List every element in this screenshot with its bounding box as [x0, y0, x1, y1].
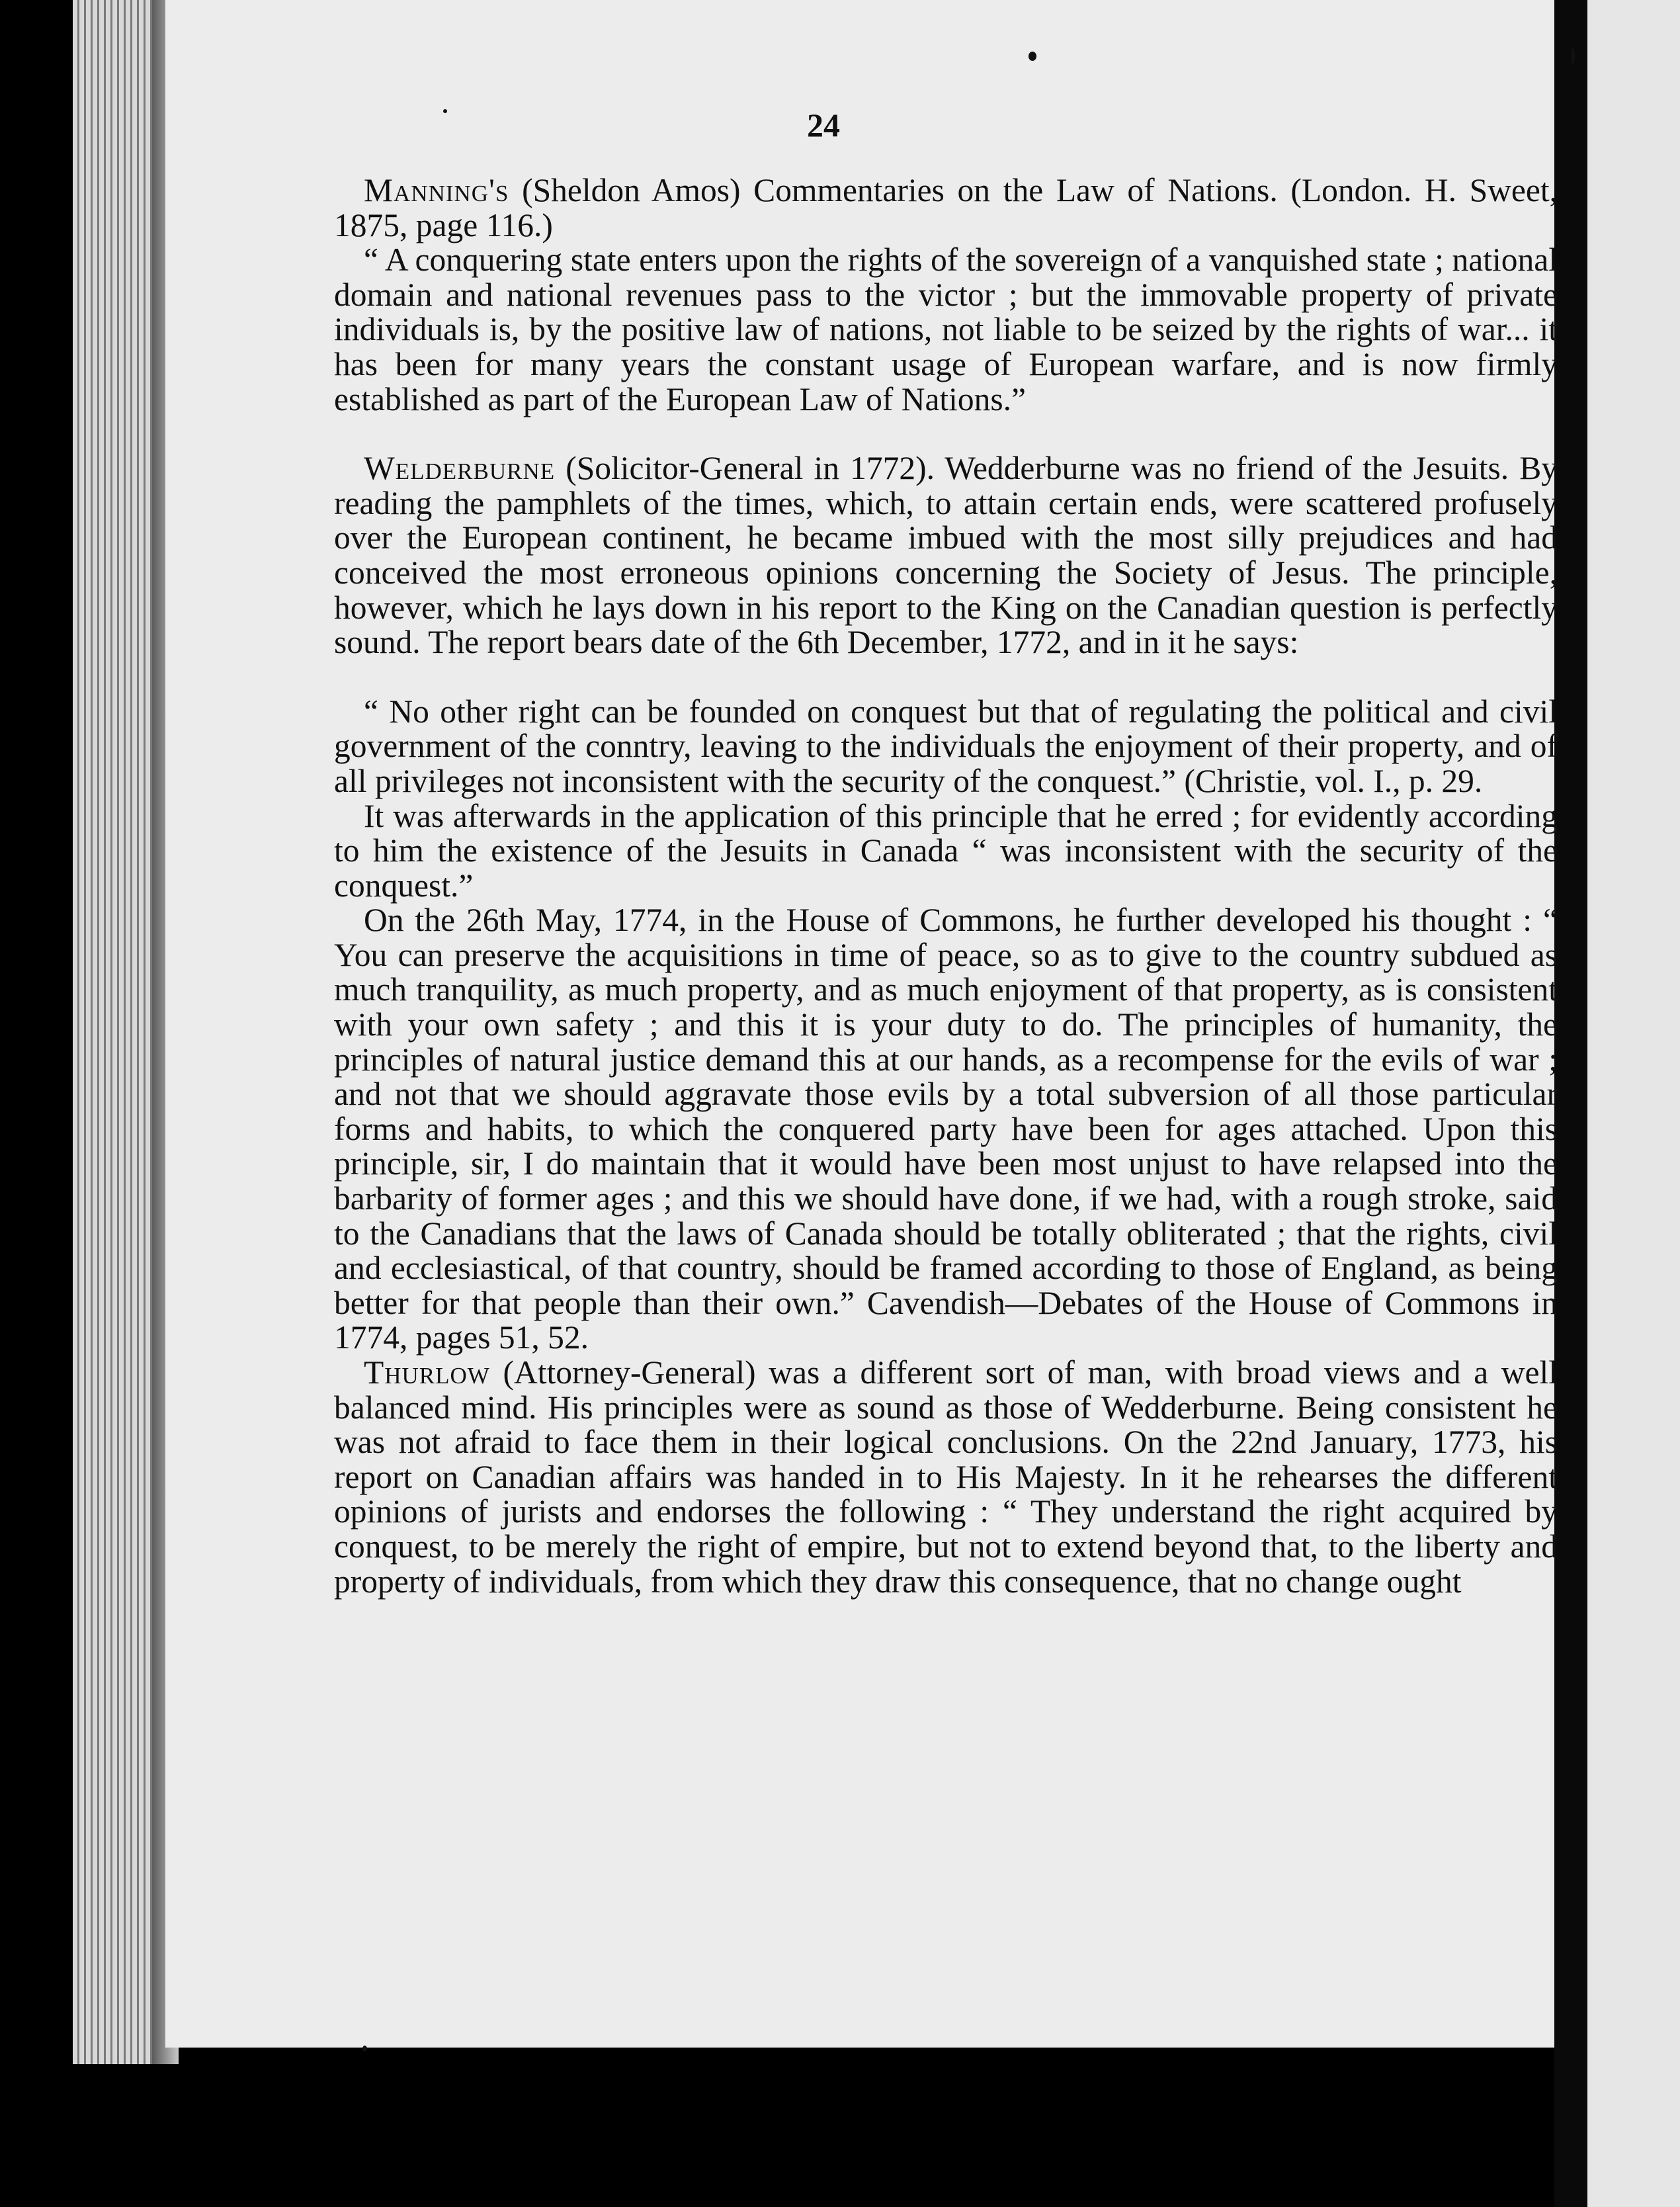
paragraph-text: It was afterwards in the application of this principle that he erred ; for evidently according to him the existence of the Jesuits in Canada “ was inconsistent with the security of the conquest.”: [334, 797, 1558, 904]
gutter-shadow: [1554, 0, 1587, 2207]
author-name: Thurlow: [364, 1354, 490, 1391]
paragraph-text: (Attorney-General) was a different sort of man, with broad views and a well balanced mind. His principles were as sound as those of Wedderburne. Being consistent he was not afraid to face them in their logical conclusions. On the 22nd January, 1773, his report on Canadian affairs was handed in to His Majesty. In it he rehearses the different opinions of jurists and endorses the following : “ They understand the right acquired by conquest, to be merely the right of empire, but not to extend beyond that, to the liberty and property of individuals, from which they draw this consequence, that no change ought: [334, 1354, 1558, 1600]
page-edges: [73, 0, 165, 2064]
ink-speck: [362, 2046, 367, 2052]
paragraph-text: (Sheldon Amos) Commentaries on the Law of Nations. (London. H. Sweet, 1875, page 116.): [334, 172, 1558, 243]
ink-speck: [1571, 48, 1575, 65]
paragraph-manning-quote: [334, 243, 1558, 417]
paragraph-thurlow: [334, 1356, 1558, 1599]
paragraph-text: On the 26th May, 1774, in the House of Commons, he further developed his thought : “ You can preserve the acquisitions in time of peace, so as to give to the country subdued as much tranquility, as much property, and as much enjoyment of that property, as is consistent with your own safety ; and this it is your duty to do. The principles of humanity, the principles of natural justice demand this at our hands, as a recompense for the evils of war ; and not that we should aggravate those evils by a total subversion of all those particular forms and habits, to which the conquered party have been for ages attached. Upon this principle, sir, I do maintain that it would have been most unjust to have relapsed into the barbarity of former ages ; and this we should have done, if we had, with a rough stroke, said to the Canadians that the laws of Canada should be totally obliterated ; that the rights, civil and ecclesiastical, of that country, should be framed according to those of England, as being better for that people than their own.” Cavendish—Debates of the House of Commons in 1774, pages 51, 52.: [334, 902, 1558, 1356]
page-number: 24: [807, 107, 840, 144]
paragraph-wedderburne: [334, 451, 1558, 660]
paragraph-commons-speech: [334, 903, 1558, 1356]
author-name: Welderburne: [364, 450, 556, 487]
paragraph-manning-citation: [334, 173, 1558, 243]
paragraph-application: [334, 799, 1558, 904]
facing-page-edge: [1587, 0, 1680, 2207]
book-page: [165, 0, 1558, 2048]
ink-speck: [1029, 52, 1036, 61]
paragraph-text: “ A conquering state enters upon the rights of the sovereign of a vanquished state ; national domain and national revenues pass to the victor ; but the immovable property of private individuals is, by the positive law of nations, not liable to be seized by the rights of war... it has been for many years the constant usage of European warfare, and is now firmly established as part of the European Law of Nations.”: [334, 241, 1558, 417]
paragraph-text: “ No other right can be founded on conquest but that of regulating the political and civil government of the conntry, leaving to the individuals the enjoyment of their property, and of all privileges not inconsistent with the security of the conquest.” (Christie, vol. I., p. 29.: [334, 693, 1558, 799]
author-name: Manning's: [364, 172, 509, 208]
paragraph-wedderburne-quote: [334, 695, 1558, 799]
paragraph-text: (Solicitor-General in 1772). Wedderburne was no friend of the Jesuits. By reading the pamphlets of the times, which, to attain certain ends, were scattered profusely over the European continent, he became imbued with the most silly prejudices and had conceived the most erroneous opinions concerning the Society of Jesus. The principle, however, which he lays down in his report to the King on the Canadian question is perfectly sound. The report bears date of the 6th December, 1772, and in it he says:: [334, 450, 1558, 661]
page-body: [334, 173, 1558, 1599]
